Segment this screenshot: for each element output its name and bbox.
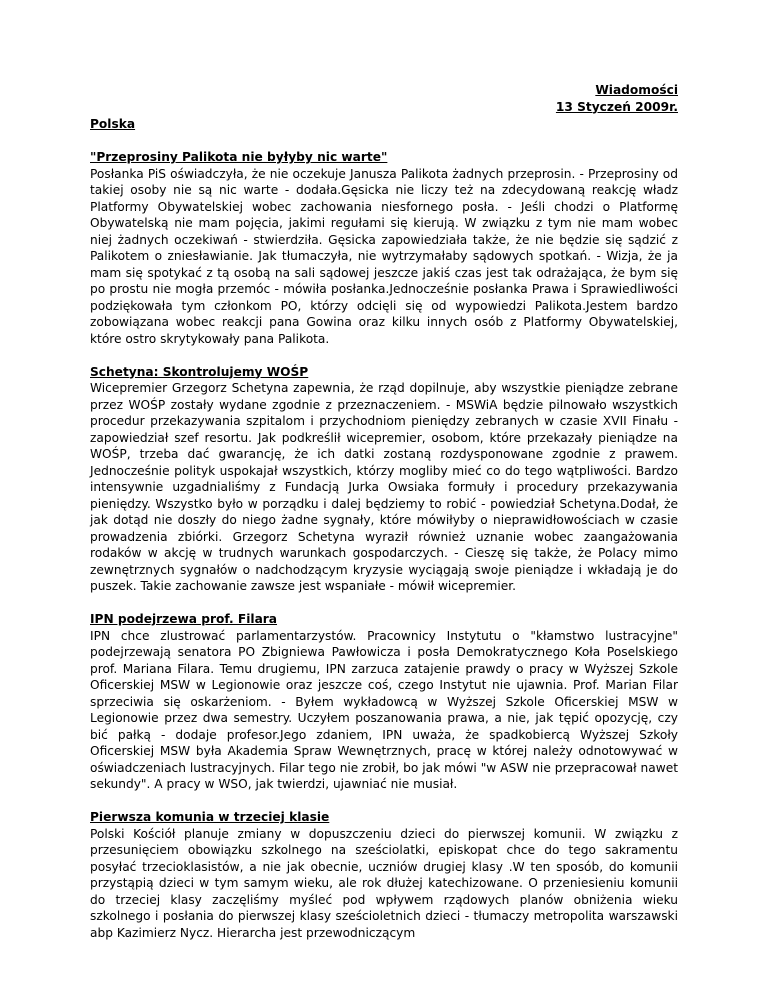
article-body: Polski Kościół planuje zmiany w dopuszczeniu dzieci do pierwszej komunii. W związku z przesunięciem obowiązku szkolnego na sześciolatki, episkopat chce do tego sakramentu posyłać trzecioklasistów, a nie jak obecnie, uczniów drugiej klasy .W ten sposób, do komunii przystąpią dzieci w tym samym wieku, ale rok dłużej katechizowane. O przeniesieniu komunii do trzeciej klasy zaczęliśmy myśleć pod wpływem rządowych planów obniżenia wieku szkolnego i posłania do pierwszej klasy sześcioletnich dzieci - tłumaczy metropolita warszawski abp Kazimierz Nycz. Hierarcha jest przewodniczącym: [90, 826, 678, 940]
article-title: Schetyna: Skontrolujemy WOŚP: [90, 364, 309, 379]
article: [90, 611, 678, 793]
article: [90, 149, 678, 347]
article-title: Pierwsza komunia w trzeciej klasie: [90, 810, 330, 824]
article: [90, 809, 678, 941]
article: [90, 364, 678, 595]
article-body: IPN chce zlustrować parlamentarzystów. Pracownicy Instytutu o "kłamstwo lustracyjne" podejrzewają senatora PO Zbigniewa Pawłowicza i posła Demokratycznego Koła Poselskiego prof. Mariana Filara. Temu drugiemu, IPN zarzuca zatajenie prawdy o pracy w Wyższej Szkole Oficerskiej MSW w Legionowie oraz jeszcze coś, czego Instytut nie ujawnia. Prof. Marian Filar sprzeciwia się oskarżeniom. - Byłem wykładowcą w Wyższej Szkole Oficerskiej MSW w Legionowie przez dwa semestry. Uczyłem poszanowania prawa, a nie, jak tępić opozycję, czy bić pałką - dodaje profesor.Jego zdaniem, IPN uważa, że spadkobiercą Wyższej Szkoły Oficerskiej MSW była Akademia Spraw Wewnętrznych, pracę w której należy odnotowywać w oświadczeniach lustracyjnych. Filar tego nie zrobił, bo jak mówi "w ASW nie przepracował nawet sekundy". A pracy w WSO, jak twierdzi, ujawniać nie musiał.: [90, 628, 678, 791]
section-label: Polska: [90, 117, 136, 131]
article-body: Wicepremier Grzegorz Schetyna zapewnia, że rząd dopilnuje, aby wszystkie pieniądze zebrane przez WOŚP zostały wydane zgodnie z przeznaczeniem. - MSWiA będzie pilnowało wszystkich procedur przekazywania szpitalom i przychodniom pieniędzy zebranych w czasie XVII Finału - zapowiedział szef resortu. Jak podkreślił wicepremier, osobom, które przekazały pieniądze na WOŚP, trzeba dać gwarancję, że ich datki zostaną rozdysponowane zgodnie z prawem. Jednocześnie polityk uspokajał wszystkich, którzy mogliby mieć co do tego wątpliwości. Bardzo intensywnie uzgadnialiśmy z Fundacją Jurka Owsiaka formuły i procedury przekazywania pieniędzy. Wszystko było w porządku i dalej będziemy to robić - powiedział Schetyna.Dodał, że jak dotąd nie doszły do niego żadne sygnały, które mówiłyby o nieprawidłowościach w czasie prowadzenia zbiórki. Grzegorz Schetyna wyraził również uznanie wobec zaangażowania rodaków w akcję w trudnych warunkach gospodarczych. - Cieszę się także, że Polacy mimo zewnętrznych sygnałów o nadchodzącym kryzysie wyciągają swoje pieniądze i wkładają je do puszek. Takie zachowanie zawsze jest wspaniałe - mówił wicepremier.: [90, 381, 678, 593]
article-title: IPN podejrzewa prof. Filara: [90, 612, 278, 626]
header-date: 13 Styczeń 2009r.: [555, 99, 678, 114]
document-page: [90, 82, 678, 941]
article-title: "Przeprosiny Palikota nie byłyby nic warte": [90, 150, 388, 164]
article-body: Posłanka PiS oświadczyła, że nie oczekuje Janusza Palikota żadnych przeprosin. - Przeprosiny od takiej osoby nie są nic warte - dodała.Gęsicka nie liczy też na zdecydowaną reakcję władz Platformy Obywatelskiej wobec zachowania niesfornego posła. - Jeśli chodzi o Platformę Obywatelską nie mam pojęcia, jakimi regułami się kierują. W związku z tym nie mam wobec niej żadnych oczekiwań - stwierdziła. Gęsicka zapowiedziała także, że nie będzie się sądzić z Palikotem o zniesławianie. Jak tłumaczyła, nie wytrzymałaby sądowych spotkań. - Wizja, że ja mam się spotykać z tą osobą na sali sądowej jeszcze jakiś czas jest tak odrażająca, że bym się po prostu nie mogła przemóc - mówiła posłanka.Jednocześnie posłanka Prawa i Sprawiedliwości podziękowała tym członkom PO, którzy odcięli się od wypowiedzi Palikota.Jestem bardzo zobowiązana wobec reakcji pana Gowina oraz kilku innych osób z Platformy Obywatelskiej, które ostro skrytykowały pana Palikota.: [90, 166, 678, 346]
header-category: Wiadomości: [595, 83, 678, 97]
